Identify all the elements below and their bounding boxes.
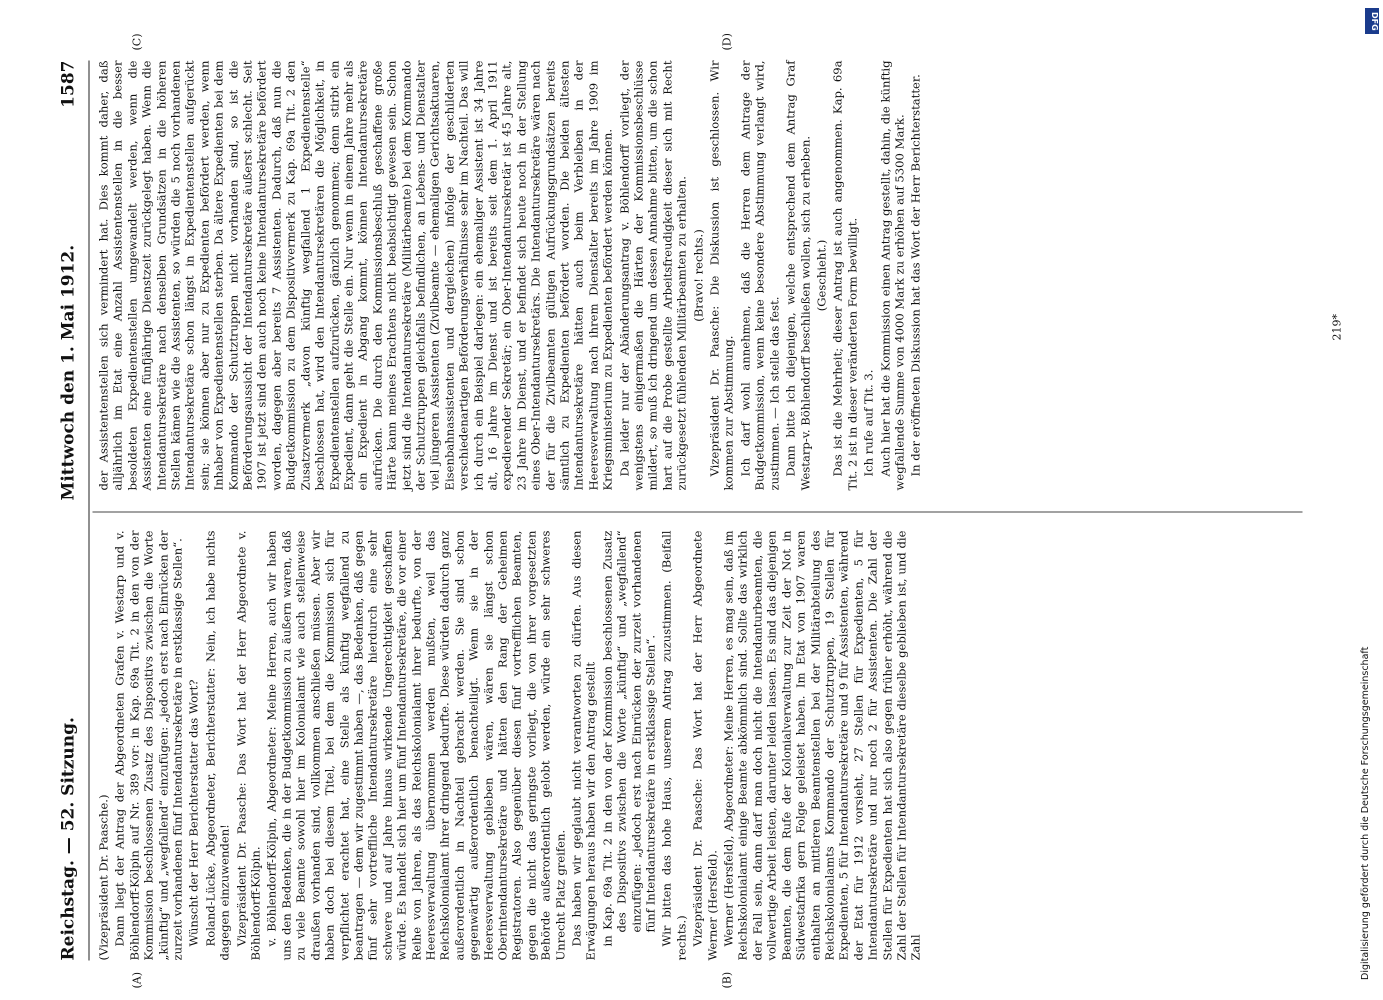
paragraph: In der eröffneten Diskussion hat das Wort der Herr Berichterstatter. [908,73,923,476]
header-session: Reichstag. — 52. Sitzung. [58,716,78,960]
paragraph: Werner (Hersfeld), Abgeordneter: Meine Herren, es mag sein, daß im Reichskolonialamt einige Beamte abkömmlich sind. Sollte das wirklich der Fall sein, dann darf man doch nicht die Intendanturbeamten, die vollwertige Arbeit leisten, darunter leiden lassen. Es sind das diejenigen Beamten, die dem Rufe der Kolonialverwaltung zur Zeit der Not in Südwestafrika gern Folge geleistet haben. Im Etat von 1907 waren enthalten an mittleren Beamtenstellen bei der Militärabteilung des Reichskolonialamts Kommando der Schutztruppen, 19 Stellen für Expedienten, 5 für Intendantursekretäre und 9 für Assistenten, während der Etat für 1912 vorsieht, 27 Stellen für Expedienten, 5 für Intendantursekretäre und nur noch 2 für Assistenten. Die Zahl der Stellen für Expedienten hat sich also gegen früher erhöht, während die Zahl der Stellen für Intendantursekretäre dieselbe geblieben ist, und die Zahl [721,530,923,960]
paragraph: Da leider nur der Abänderungsantrag v. Böhlendorff vorliegt, der wenigstens einigermaßen die Härten der Kommissionsbeschlüsse mildert, so muß ich dringend um dessen Annahme bitten, um die schon hart auf die Probe gestellte Arbeitsfreudigkeit dieser sich mit Recht zurückgesetzt fühlenden Militärbeamten zu erhalten. [616,60,689,490]
paragraph: v. Böhlendorff-Kölpin, Abgeordneter: Meine Herren, auch wir haben uns den Bedenken, die in der Budgetkommission zu äußern waren, daß zu viele Beamte sowohl hier im Kolonialamt wie auch stellenweise draußen vorhanden sind, vollkommen anschließen müssen. Aber wir haben doch bei diesem Titel, bei dem die Kommission sich für verpflichtet erachtet hat, eine Stelle als künftig wegfallend zu beantragen — dem wir zugestimmt haben —, das Bedenken, daß gegen fünf sehr vortreffliche Intendantursekretäre hierdurch eine sehr schwere und auf Jahre hinaus wirkende Ungerechtigkeit geschaffen würde. Es handelt sich hier um fünf Intendantursekretäre, die vor einer Reihe von Jahren, als das Reichskolonialamt ihrer bedurfte, von der Heeresverwaltung übernommen werden mußten, weil das Reichskolonialamt ihrer dringend bedurfte. Diese würden dadurch ganz außerordentlich in Nachteil gebracht werden. Sie sind schon gegenwärtig außerordentlich benachteiligt. Wenn sie in der Heeresverwaltung geblieben wären, wären sie längst schon Oberintendantursekretäre und hätten den Rang der Geheimen Registratoren. Also gegenüber diesen fünf vortrefflichen Beamten, gegen die nicht das geringste vorliegt, die von ihrer vorgesetzten Behörde außerordentlich gelobt werden, würde ein sehr schweres Unrecht Platz greifen. [264,530,567,960]
paragraph: der Assistentenstellen sich vermindert hat. Dies kommt daher, daß alljährlich im Etat eine Anzahl Assistentenstellen in die besser besoldeten Expedientenstellen umgewandelt werden, wenn die Assistenten eine fünfjährige Dienstzeit zurückgelegt haben. Wenn die Intendantursekretäre nach denselben Grundsätzen in die höheren Stellen kämen wie die Assistenten, so würden die 5 noch vorhandenen Intendantursekretäre schon längst in Expedientenstellen aufgerückt sein; sie können aber nur zu Expedienten befördert werden, wenn Inhaber von Expedientenstellen sterben. Da ältere Expedienten bei dem Kommando der Schutztruppen nicht vorhanden sind, so ist die Beförderungsaussicht der Intendantursekretäre äußerst schlecht. Seit 1907 ist jetzt sind dem auch noch keine Intendantursekretäre befördert worden, dagegen aber bereits 7 Assistenten. Dadurch, daß nun die Budgetkommission zu dem Dispositivvermerk zu Kap. 69a Tit. 2 den Zusatzvermerk „davon künftig wegfallend 1 Expedientenstelle“ beschlossen hat, wird den Intendantursekretären die Möglichkeit, in Expedientenstellen aufzurücken, gänzlich genommen; denn stirbt ein Expedient, dann geht die Stelle ein. Nur wenn in einem Jahre mehr als ein Expedient in Abgang kommt, können Intendantursekretäre aufrücken. Die durch den Kommissionsbeschluß geschaffene große Härte kann meines Erachtens nicht beabsichtigt gewesen sein. Schon jetzt sind die Intendantursekretäre (Militärbeamte) bei dem Kommando der Schutztruppen gleichfalls befindlichen, an Lebens- und Dienstalter viel jüngeren Assistenten (Zivilbeamte — ehemaligen Gerichtsaktuaren, Eisenbahnassistenten und dergleichen) infolge der geschilderten verschiedenartigen Beförderungsverhältnisse sehr im Nachteil. Das will ich durch ein Beispiel darlegen: ein ehemaliger Assistent ist 34 Jahre alt, 16 Jahre im Dienst und ist bereits seit dem 1. April 1911 expedierender Sekretär; ein Ober-Intendantursekretär ist 45 Jahre alt, 23 Jahre im Dienst, und er befindet sich heute noch in der Stellung eines Ober-Intendantursekretärs. Die Intendantursekretäre wären nach der für die Zivilbeamten gültigen Aufrückungsgrundsätzen bereits sämtlich zu Expedienten befördert worden. Die beiden ältesten Intendantursekretäre hätten auch beim Verbleiben in der Heeresverwaltung nach ihrem Dienstalter bereits im Jahre 1909 im Kriegsministerium zu Expedienten befördert werden können. [96,60,615,490]
digitization-note [1360,40,1380,980]
margin-mark-a: (A) [130,971,143,988]
paragraph: Roland-Lücke, Abgeordneter, Berichterstatter: Nein, ich habe nichts dagegen einzuwenden! [202,530,232,960]
paragraph: Vizepräsident Dr. Paasche: Das Wort hat der Herr Abgeordnete v. Böhlendorff-Kölpin. [233,530,263,960]
paragraph: Wir bitten das hohe Haus, unserem Antrag zuzustimmen. (Beifall rechts.) [659,530,688,960]
paragraph: (Bravo! rechts.) [690,228,705,322]
paragraph: Auch hier hat die Kommission einen Antrag gestellt, dahin, die künftig wegfallende Summe von 4000 Mark zu erhöhen auf 5300 Mark. [877,60,906,490]
paragraph: Vizepräsident Dr. Paasche: Das Wort hat der Herr Abgeordnete Werner (Hersfeld). [690,530,719,960]
left-text-column [96,530,925,960]
paragraph: Das haben wir geglaubt nicht verantworten zu dürfen. Aus diesen Erwägungen heraus haben wir den Antrag gestellt [569,530,598,960]
paragraph: (Vizepräsident Dr. Paasche.) [96,793,110,960]
paragraph: Das ist die Mehrheit; dieser Antrag ist auch angenommen. Kap. 69a Tit. 2 ist in dieser veränderten Form bewilligt. [830,60,859,490]
sheet-number: 219* [1330,313,1343,340]
paragraph: Ich darf wohl annehmen, daß die Herren dem Antrage der Budgetkommission, wenn keine besondere Abstimmung verlangt wird, zustimmen. — Ich stelle das fest. [737,60,781,490]
digitization-note-text: Digitalisierung gefördert durch die Deutsche Forschungsgemeinschaft [1360,646,1371,980]
column-divider [92,511,1302,512]
paragraph: Wünscht der Herr Berichterstatter das Wort? [186,679,201,946]
paragraph: Vizepräsident Dr. Paasche: Die Diskussion ist geschlossen. Wir kommen zur Abstimmung. [707,60,736,490]
right-text-column [96,60,925,490]
paragraph: Dann bitte ich diejenigen, welche entsprechend dem Antrag Graf Westarp-v. Böhlendorff beschließen wollen, sich zu erheben. [783,60,812,490]
paragraph: in Kap. 69a Tit. 2 in den von der Kommission beschlossenen Zusatz des Dispositivs zwischen die Worte „künftig“ und „wegfallend“ einzufügen: „jedoch erst nach Einrücken der zurzeit vorhandenen fünf Intendantursekretäre in erstklassige Stellen“. [599,530,658,946]
paragraph: Dann liegt der Antrag der Abgeordneten Grafen v. Westarp und v. Böhlendorff-Kölpin auf Nr. 389 vor: in Kap. 69a Tit. 2 in den von der Kommission beschlossenen Zusatz des Dispositivs zwischen die Worte „künftig“ und „wegfallend“ einzufügen: „jedoch erst nach Einrücken der zurzeit vorhandenen fünf Intendantursekretäre in erstklassige Stellen“. [112,530,185,960]
margin-mark-d: (D) [720,32,733,50]
page-number: 1587 [58,60,78,108]
paragraph: Ich rufe auf Tit. 3. [861,369,876,476]
margin-mark-c: (C) [130,33,143,50]
margin-mark-b: (B) [720,971,733,988]
dfg-logo-icon: DFG [1365,8,1379,34]
header-date: Mittwoch den 1. Mai 1912. [58,244,78,500]
running-header [58,60,88,960]
paragraph: (Geschieht.) [813,239,828,311]
header-rule [88,60,89,960]
